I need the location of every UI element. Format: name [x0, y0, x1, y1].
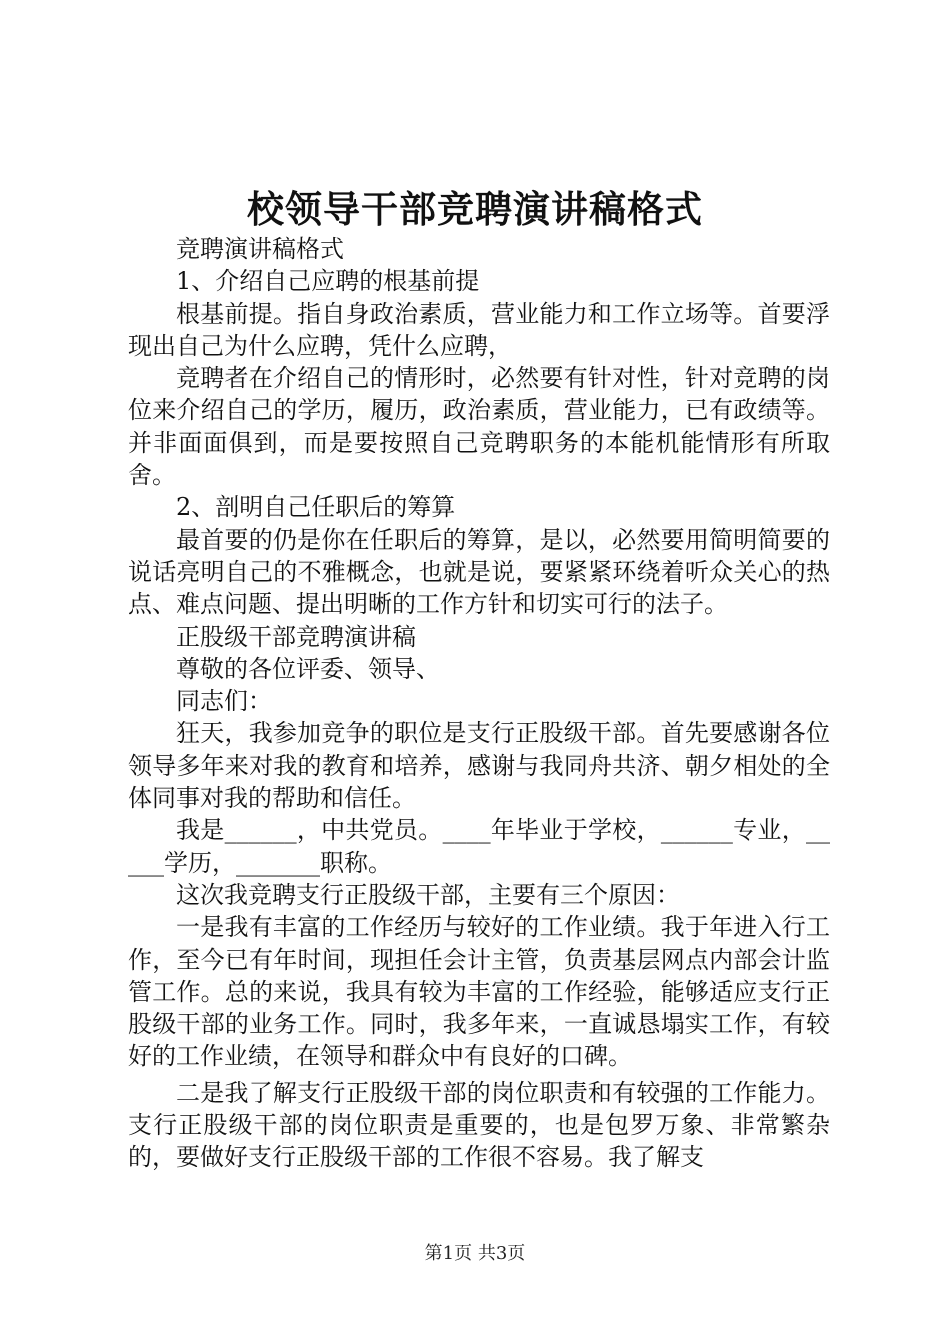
- document-body: [128, 233, 830, 1174]
- paragraph-14: 二是我了解支行正股级干部的岗位职责和有较强的工作能力。支行正股级干部的岗位职责是重要的，也是包罗万象、非常繁杂的，要做好支行正股级干部的工作很不容易。我了解支: [128, 1078, 830, 1172]
- paragraph-12: 这次我竞聘支行正股级干部，主要有三个原因：: [176, 880, 680, 909]
- paragraph-13: 一是我有丰富的工作经历与较好的工作业绩。我于年进入行工作，至今已有年时间，现担任会计主管，负责基层网点内部会计监管工作。总的来说，我具有较为丰富的工作经验，能够适应支行正股级干部的业务工作。同时，我多年来，一直诚恳塌实工作，有较好的工作业绩，在领导和群众中有良好的口碑。: [128, 913, 830, 1071]
- paragraph-4: 竞聘者在介绍自己的情形时，必然要有针对性，针对竞聘的岗位来介绍自己的学历，履历，政治素质，营业能力，已有政绩等。并非面面俱到，而是要按照自己竞聘职务的本能机能情形有所取舍。: [128, 364, 830, 490]
- paragraph-9: 同志们：: [176, 687, 272, 716]
- paragraph-11: 我是______，中共党员。____年毕业于学校，______专业，_____学历，_______职称。: [128, 816, 830, 877]
- paragraph-2: 1、介绍自己应聘的根基前提: [176, 267, 480, 296]
- page-footer: 第1页 共3页: [424, 1243, 526, 1264]
- document-title: 校领导干部竞聘演讲稿格式: [247, 187, 703, 231]
- paragraph-5: 2、剖明自己任职后的筹算: [176, 493, 456, 522]
- paragraph-6: 最首要的仍是你在任职后的筹算，是以，必然要用简明简要的说话亮明自己的不雅概念，也就是说，要紧紧环绕着听众关心的热点、难点问题、提出明晰的工作方针和切实可行的法子。: [128, 525, 830, 619]
- paragraph-7: 正股级干部竞聘演讲稿: [176, 622, 416, 651]
- paragraph-8: 尊敬的各位评委、领导、: [176, 654, 440, 683]
- paragraph-3: 根基前提。指自身政治素质，营业能力和工作立场等。首要浮现出自己为什么应聘，凭什么应聘，: [128, 299, 830, 360]
- paragraph-1: 竞聘演讲稿格式: [176, 235, 344, 263]
- paragraph-10: 狂天，我参加竞争的职位是支行正股级干部。首先要感谢各位领导多年来对我的教育和培养，感谢与我同舟共济、朝夕相处的全体同事对我的帮助和信任。: [128, 719, 830, 813]
